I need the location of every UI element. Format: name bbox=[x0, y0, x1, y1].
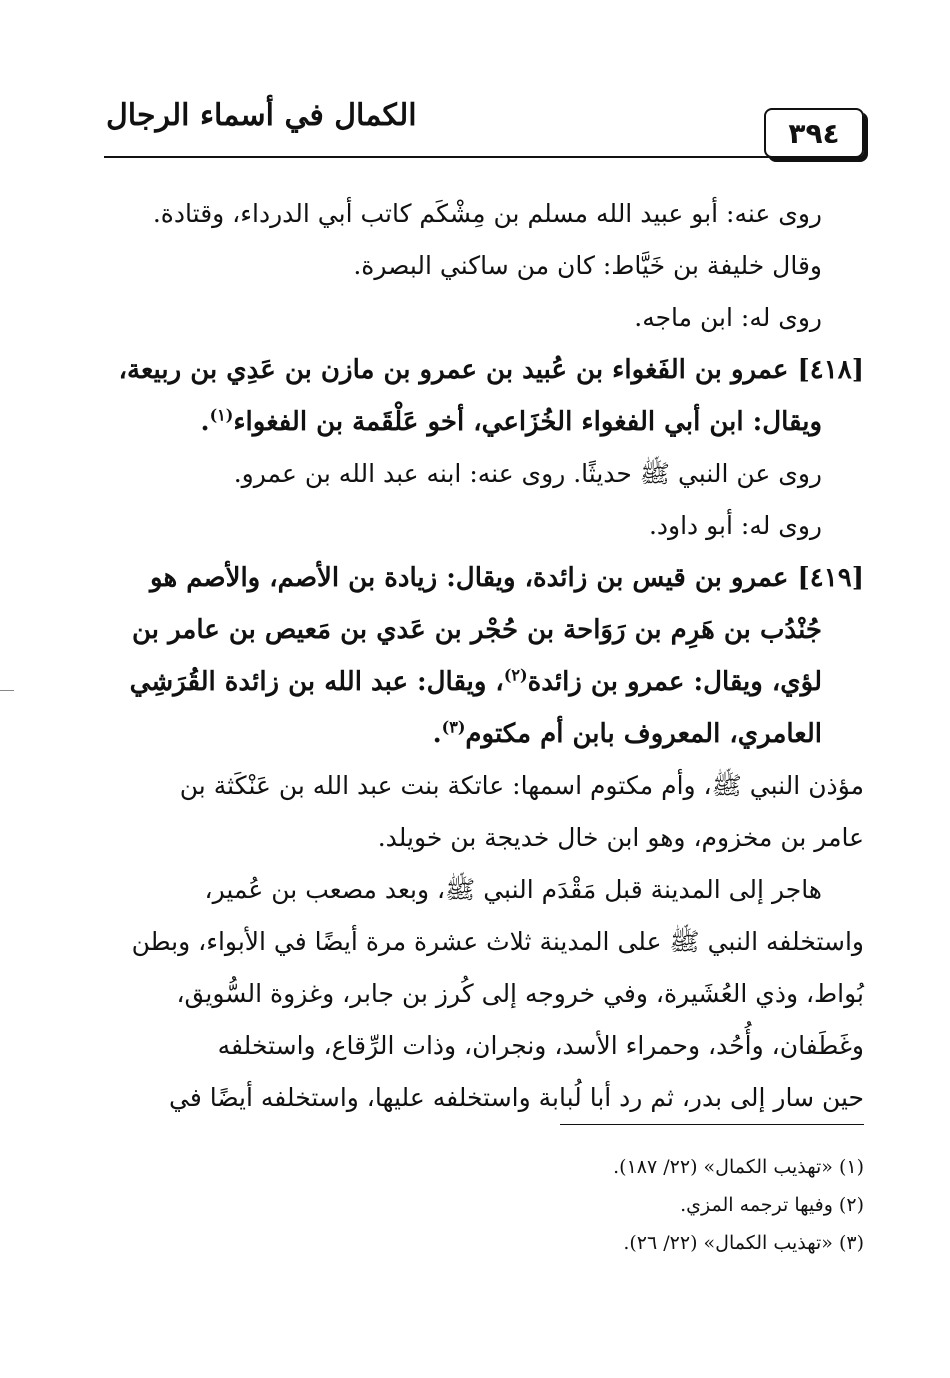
entry-heading-419-cont bbox=[104, 656, 864, 708]
text-line: مؤذن النبي ﷺ، وأم مكتوم اسمها: عاتكة بنت عبد الله بن عَنْكَثة بن bbox=[179, 771, 864, 800]
main-text bbox=[104, 188, 864, 1124]
header-divider bbox=[104, 156, 864, 158]
page-header bbox=[104, 92, 864, 156]
entry-heading-419: [٤١٩] عمرو بن قيس بن زائدة، ويقال: زيادة بن الأصم، والأصم هو bbox=[150, 563, 864, 593]
text-line: حين سار إلى بدر، ثم رد أبا لُبابة واستخلفه عليها، واستخلفه أيضًا في bbox=[169, 1083, 864, 1112]
scan-margin-mark bbox=[0, 690, 14, 691]
footnote-2: (٢) وفيها ترجمه المزي. bbox=[680, 1194, 864, 1216]
heading-text: ، ويقال: عبد الله بن زائدة القُرَشِي bbox=[129, 667, 504, 697]
text-line: هاجر إلى المدينة قبل مَقْدَم النبي ﷺ، وبعد مصعب بن عُمير، bbox=[204, 875, 822, 904]
entry-heading-418-cont bbox=[104, 396, 864, 448]
text-line: واستخلفه النبي ﷺ على المدينة ثلاث عشرة مرة أيضًا في الأبواء، وبطن bbox=[131, 927, 864, 956]
heading-period: . bbox=[200, 407, 210, 437]
footnote-1: (١) «تهذيب الكمال» (٢٢/ ١٨٧). bbox=[613, 1156, 864, 1178]
footnote-divider bbox=[560, 1124, 864, 1125]
entry-heading-419-cont bbox=[104, 708, 864, 760]
book-title: الكمال في أسماء الرجال bbox=[106, 98, 417, 133]
heading-period: . bbox=[432, 719, 442, 749]
text-line: وغَطَفان، وأُحُد، وحمراء الأسد، ونجران، وذات الرِّقاع، واستخلفه bbox=[217, 1031, 864, 1060]
entry-heading-418: [٤١٨] عمرو بن الفَغواء بن عُبيد بن عمرو بن مازن بن عَدِي بن ربيعة، bbox=[118, 355, 864, 385]
footnotes bbox=[104, 1148, 864, 1262]
text-line: روى له: ابن ماجه. bbox=[634, 303, 822, 332]
footnote-ref-3: (٣) bbox=[441, 717, 466, 737]
text-line: وقال خليفة بن خَيَّاط: كان من ساكني البصرة. bbox=[353, 251, 822, 280]
text-line: عامر بن مخزوم، وهو ابن خال خديجة بن خويلد. bbox=[377, 823, 864, 852]
entry-heading-419-cont: جُنْدُب بن هَرِم بن رَوَاحة بن حُجْر بن عَدي بن مَعيص بن عامر بن bbox=[131, 615, 822, 645]
text-line: بُواط، وذي العُشَيرة، وفي خروجه إلى كُرز بن جابر، وغزوة السُّويق، bbox=[176, 979, 864, 1008]
footnote-ref-2: (٢) bbox=[503, 665, 528, 685]
footnote-ref-1: (١) bbox=[209, 405, 234, 425]
heading-text: العامري، المعروف بابن أم مكتوم bbox=[465, 719, 822, 749]
heading-text: ويقال: ابن أبي الفغواء الخُزَاعي، أخو عَلْقَمة بن الفغواء bbox=[233, 407, 822, 437]
text-line: روى عنه: أبو عبيد الله مسلم بن مِشْكَم كاتب أبي الدرداء، وقتادة. bbox=[152, 199, 822, 228]
text-line: روى عن النبي ﷺ حديثًا. روى عنه: ابنه عبد الله بن عمرو. bbox=[233, 459, 822, 488]
text-line: روى له: أبو داود. bbox=[648, 511, 822, 540]
page-number: ٣٩٤ bbox=[764, 108, 864, 158]
heading-text: لؤي، ويقال: عمرو بن زائدة bbox=[527, 667, 822, 697]
footnote-3: (٣) «تهذيب الكمال» (٢٢/ ٢٦). bbox=[623, 1232, 864, 1254]
